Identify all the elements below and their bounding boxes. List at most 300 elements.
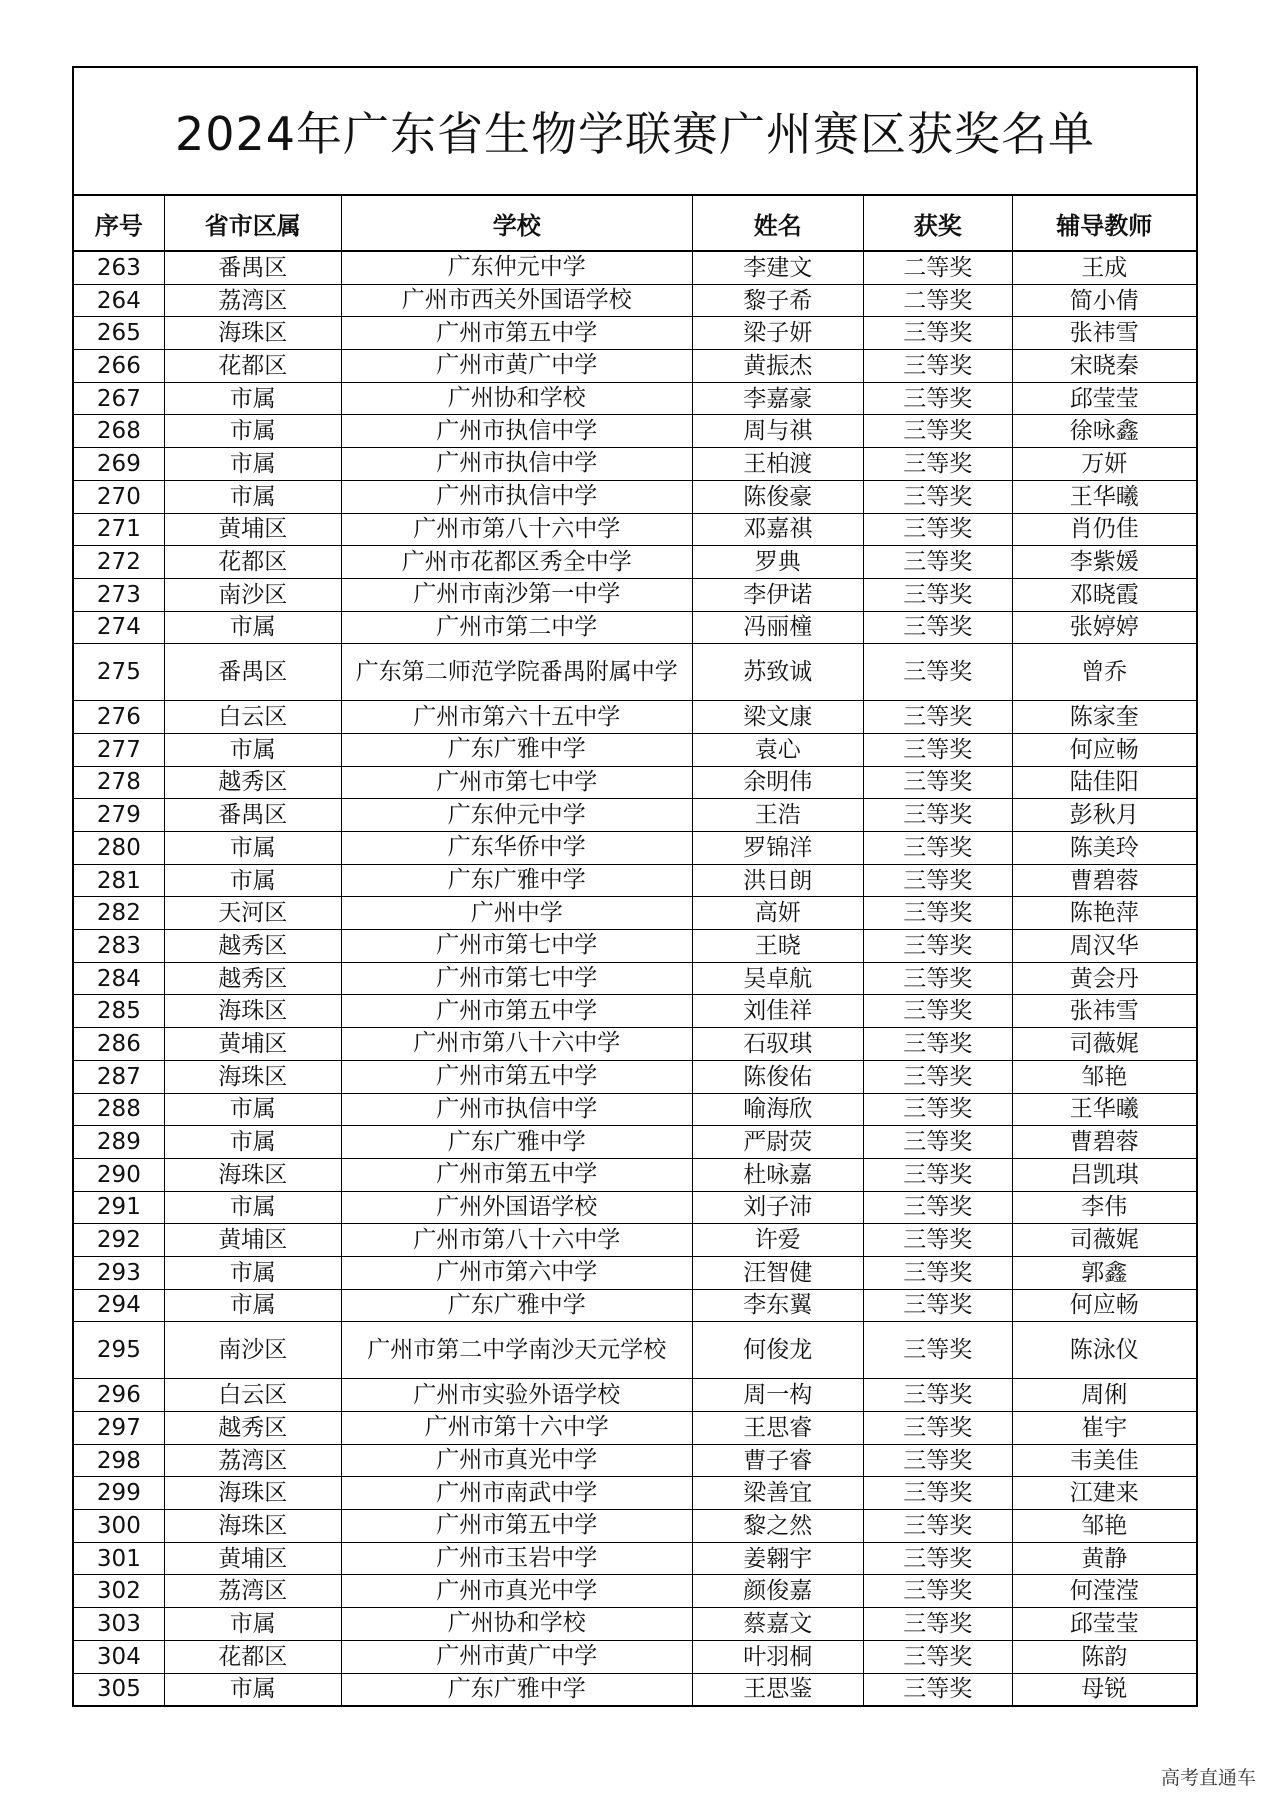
cell-name: 王柏渡 [692, 448, 863, 481]
cell-district: 番禺区 [164, 799, 341, 832]
cell-district: 市属 [164, 382, 341, 415]
table-body [74, 251, 1196, 1705]
cell-school: 广州市真光中学 [341, 1444, 692, 1477]
cell-district: 天河区 [164, 897, 341, 930]
cell-school: 广州市真光中学 [341, 1575, 692, 1608]
cell-name: 喻海欣 [692, 1093, 863, 1126]
cell-district: 南沙区 [164, 1322, 341, 1379]
cell-name: 蔡嘉文 [692, 1608, 863, 1641]
cell-name: 周与祺 [692, 415, 863, 448]
table-row [74, 1379, 1196, 1412]
cell-seq: 302 [74, 1575, 164, 1608]
table-row [74, 448, 1196, 481]
cell-name: 叶羽桐 [692, 1640, 863, 1673]
cell-school: 广东广雅中学 [341, 864, 692, 897]
cell-district: 市属 [164, 611, 341, 644]
table-row [74, 1412, 1196, 1445]
cell-school: 广州市南沙第一中学 [341, 578, 692, 611]
cell-seq: 303 [74, 1608, 164, 1641]
cell-seq: 290 [74, 1158, 164, 1191]
cell-seq: 305 [74, 1673, 164, 1705]
cell-name: 王晓 [692, 930, 863, 963]
cell-seq: 275 [74, 644, 164, 701]
cell-teacher: 陈韵 [1012, 1640, 1196, 1673]
cell-seq: 277 [74, 733, 164, 766]
cell-teacher: 何应畅 [1012, 1289, 1196, 1322]
cell-school: 广州市西关外国语学校 [341, 284, 692, 317]
cell-district: 黄埔区 [164, 1224, 341, 1257]
cell-award: 三等奖 [863, 1510, 1012, 1543]
cell-name: 罗典 [692, 546, 863, 579]
cell-seq: 294 [74, 1289, 164, 1322]
cell-district: 越秀区 [164, 930, 341, 963]
table-row [74, 480, 1196, 513]
cell-name: 王思鉴 [692, 1673, 863, 1705]
cell-seq: 283 [74, 930, 164, 963]
cell-district: 荔湾区 [164, 1444, 341, 1477]
cell-seq: 273 [74, 578, 164, 611]
cell-name: 冯丽橦 [692, 611, 863, 644]
cell-school: 广州市南武中学 [341, 1477, 692, 1510]
cell-name: 曹子睿 [692, 1444, 863, 1477]
table-row [74, 611, 1196, 644]
cell-district: 花都区 [164, 1640, 341, 1673]
cell-district: 市属 [164, 415, 341, 448]
cell-name: 严尉荧 [692, 1126, 863, 1159]
cell-award: 三等奖 [863, 1158, 1012, 1191]
cell-seq: 304 [74, 1640, 164, 1673]
cell-teacher: 万妍 [1012, 448, 1196, 481]
cell-seq: 271 [74, 513, 164, 546]
cell-district: 黄埔区 [164, 1028, 341, 1061]
cell-award: 三等奖 [863, 611, 1012, 644]
cell-seq: 274 [74, 611, 164, 644]
cell-award: 三等奖 [863, 1126, 1012, 1159]
cell-teacher: 曹碧蓉 [1012, 1126, 1196, 1159]
header-seq: 序号 [74, 196, 164, 251]
cell-seq: 263 [74, 251, 164, 284]
cell-school: 广州市第五中学 [341, 995, 692, 1028]
cell-teacher: 郭鑫 [1012, 1256, 1196, 1289]
cell-seq: 278 [74, 766, 164, 799]
cell-teacher: 李伟 [1012, 1191, 1196, 1224]
cell-award: 三等奖 [863, 350, 1012, 383]
header-award: 获奖 [863, 196, 1012, 251]
cell-district: 市属 [164, 480, 341, 513]
table-row [74, 701, 1196, 734]
table-row [74, 1126, 1196, 1159]
cell-name: 吴卓航 [692, 962, 863, 995]
header-school: 学校 [341, 196, 692, 251]
cell-teacher: 王华曦 [1012, 480, 1196, 513]
cell-award: 三等奖 [863, 832, 1012, 865]
table-row [74, 1158, 1196, 1191]
cell-award: 三等奖 [863, 1224, 1012, 1257]
cell-teacher: 崔宇 [1012, 1412, 1196, 1445]
cell-teacher: 江建来 [1012, 1477, 1196, 1510]
cell-name: 石驭琪 [692, 1028, 863, 1061]
cell-school: 广州市花都区秀全中学 [341, 546, 692, 579]
cell-name: 周一构 [692, 1379, 863, 1412]
cell-seq: 268 [74, 415, 164, 448]
cell-district: 白云区 [164, 701, 341, 734]
cell-seq: 285 [74, 995, 164, 1028]
cell-seq: 286 [74, 1028, 164, 1061]
cell-district: 市属 [164, 1289, 341, 1322]
cell-seq: 297 [74, 1412, 164, 1445]
cell-award: 三等奖 [863, 644, 1012, 701]
cell-district: 越秀区 [164, 766, 341, 799]
cell-district: 越秀区 [164, 962, 341, 995]
cell-award: 三等奖 [863, 897, 1012, 930]
header-teacher: 辅导教师 [1012, 196, 1196, 251]
cell-name: 刘子沛 [692, 1191, 863, 1224]
cell-name: 刘佳祥 [692, 995, 863, 1028]
cell-award: 三等奖 [863, 480, 1012, 513]
cell-teacher: 陈艳萍 [1012, 897, 1196, 930]
cell-teacher: 王成 [1012, 251, 1196, 284]
table-row [74, 1093, 1196, 1126]
cell-name: 许爱 [692, 1224, 863, 1257]
cell-seq: 266 [74, 350, 164, 383]
cell-school: 广州市第五中学 [341, 1158, 692, 1191]
table-row [74, 897, 1196, 930]
table-row [74, 1575, 1196, 1608]
cell-district: 南沙区 [164, 578, 341, 611]
table-row [74, 546, 1196, 579]
cell-award: 三等奖 [863, 1575, 1012, 1608]
cell-seq: 288 [74, 1093, 164, 1126]
cell-teacher: 周汉华 [1012, 930, 1196, 963]
cell-school: 广州市第七中学 [341, 962, 692, 995]
cell-seq: 282 [74, 897, 164, 930]
cell-school: 广州中学 [341, 897, 692, 930]
cell-name: 高妍 [692, 897, 863, 930]
table-row [74, 317, 1196, 350]
cell-name: 姜翱宇 [692, 1542, 863, 1575]
cell-seq: 276 [74, 701, 164, 734]
cell-district: 荔湾区 [164, 1575, 341, 1608]
table-row [74, 1510, 1196, 1543]
cell-school: 广东广雅中学 [341, 1126, 692, 1159]
cell-school: 广东广雅中学 [341, 733, 692, 766]
cell-district: 市属 [164, 1126, 341, 1159]
cell-award: 三等奖 [863, 1444, 1012, 1477]
cell-seq: 300 [74, 1510, 164, 1543]
table-row [74, 1191, 1196, 1224]
table-row [74, 832, 1196, 865]
cell-school: 广州市第五中学 [341, 1510, 692, 1543]
cell-school: 广州市第二中学 [341, 611, 692, 644]
cell-school: 广州市第五中学 [341, 317, 692, 350]
cell-district: 海珠区 [164, 1060, 341, 1093]
cell-name: 罗锦洋 [692, 832, 863, 865]
cell-teacher: 黄会丹 [1012, 962, 1196, 995]
table-row [74, 1542, 1196, 1575]
cell-name: 黄振杰 [692, 350, 863, 383]
cell-seq: 293 [74, 1256, 164, 1289]
table-row [74, 1477, 1196, 1510]
cell-district: 番禺区 [164, 644, 341, 701]
cell-name: 杜咏嘉 [692, 1158, 863, 1191]
cell-award: 三等奖 [863, 799, 1012, 832]
cell-teacher: 何滢滢 [1012, 1575, 1196, 1608]
cell-award: 三等奖 [863, 1060, 1012, 1093]
cell-teacher: 邱莹莹 [1012, 1608, 1196, 1641]
cell-teacher: 黄静 [1012, 1542, 1196, 1575]
cell-name: 黎之然 [692, 1510, 863, 1543]
cell-school: 广州市第六中学 [341, 1256, 692, 1289]
cell-teacher: 宋晓秦 [1012, 350, 1196, 383]
cell-district: 海珠区 [164, 1510, 341, 1543]
cell-school: 广州市执信中学 [341, 1093, 692, 1126]
cell-school: 广东广雅中学 [341, 1289, 692, 1322]
cell-name: 何俊龙 [692, 1322, 863, 1379]
table-row [74, 864, 1196, 897]
cell-district: 市属 [164, 1608, 341, 1641]
cell-school: 广州市第七中学 [341, 766, 692, 799]
cell-seq: 292 [74, 1224, 164, 1257]
cell-award: 三等奖 [863, 415, 1012, 448]
cell-school: 广州市第八十六中学 [341, 1224, 692, 1257]
table-row [74, 1608, 1196, 1641]
cell-seq: 296 [74, 1379, 164, 1412]
cell-award: 二等奖 [863, 284, 1012, 317]
cell-award: 三等奖 [863, 701, 1012, 734]
header-district: 省市区属 [164, 196, 341, 251]
table-row [74, 251, 1196, 284]
table-row [74, 415, 1196, 448]
cell-teacher: 邹艳 [1012, 1060, 1196, 1093]
table-row [74, 1322, 1196, 1379]
cell-award: 三等奖 [863, 1322, 1012, 1379]
cell-name: 李伊诺 [692, 578, 863, 611]
cell-seq: 267 [74, 382, 164, 415]
cell-name: 梁文康 [692, 701, 863, 734]
cell-district: 荔湾区 [164, 284, 341, 317]
cell-school: 广州市黄广中学 [341, 1640, 692, 1673]
cell-award: 三等奖 [863, 1542, 1012, 1575]
cell-teacher: 周俐 [1012, 1379, 1196, 1412]
table-row [74, 284, 1196, 317]
cell-award: 三等奖 [863, 513, 1012, 546]
cell-district: 市属 [164, 448, 341, 481]
cell-seq: 287 [74, 1060, 164, 1093]
table-row [74, 962, 1196, 995]
cell-district: 花都区 [164, 546, 341, 579]
award-table [74, 196, 1196, 1705]
cell-name: 梁善宜 [692, 1477, 863, 1510]
cell-district: 黄埔区 [164, 513, 341, 546]
cell-name: 陈俊豪 [692, 480, 863, 513]
cell-district: 海珠区 [164, 317, 341, 350]
cell-award: 三等奖 [863, 1289, 1012, 1322]
cell-school: 广州市第八十六中学 [341, 513, 692, 546]
cell-teacher: 邹艳 [1012, 1510, 1196, 1543]
table-row [74, 1289, 1196, 1322]
cell-school: 广州市第十六中学 [341, 1412, 692, 1445]
cell-seq: 289 [74, 1126, 164, 1159]
cell-district: 越秀区 [164, 1412, 341, 1445]
cell-seq: 270 [74, 480, 164, 513]
cell-teacher: 张祎雪 [1012, 317, 1196, 350]
cell-district: 市属 [164, 1256, 341, 1289]
cell-award: 三等奖 [863, 1093, 1012, 1126]
cell-teacher: 简小倩 [1012, 284, 1196, 317]
cell-school: 广州市第六十五中学 [341, 701, 692, 734]
cell-seq: 291 [74, 1191, 164, 1224]
cell-seq: 280 [74, 832, 164, 865]
cell-award: 三等奖 [863, 1640, 1012, 1673]
cell-district: 市属 [164, 1093, 341, 1126]
cell-name: 汪智健 [692, 1256, 863, 1289]
cell-school: 广州市执信中学 [341, 415, 692, 448]
cell-teacher: 吕凯琪 [1012, 1158, 1196, 1191]
cell-award: 三等奖 [863, 1379, 1012, 1412]
cell-seq: 264 [74, 284, 164, 317]
cell-district: 市属 [164, 1191, 341, 1224]
cell-seq: 299 [74, 1477, 164, 1510]
cell-seq: 269 [74, 448, 164, 481]
cell-seq: 272 [74, 546, 164, 579]
cell-award: 三等奖 [863, 1256, 1012, 1289]
cell-teacher: 司薇娓 [1012, 1224, 1196, 1257]
cell-district: 番禺区 [164, 251, 341, 284]
cell-school: 广东华侨中学 [341, 832, 692, 865]
cell-school: 广州市玉岩中学 [341, 1542, 692, 1575]
cell-seq: 281 [74, 864, 164, 897]
cell-school: 广州协和学校 [341, 1608, 692, 1641]
cell-district: 花都区 [164, 350, 341, 383]
cell-award: 三等奖 [863, 382, 1012, 415]
cell-teacher: 邓晓霞 [1012, 578, 1196, 611]
page-title: 2024年广东省生物学联赛广州赛区获奖名单 [174, 107, 1096, 161]
cell-award: 三等奖 [863, 1477, 1012, 1510]
title-box [74, 68, 1196, 196]
cell-teacher: 李紫媛 [1012, 546, 1196, 579]
cell-district: 白云区 [164, 1379, 341, 1412]
cell-teacher: 司薇娓 [1012, 1028, 1196, 1061]
cell-name: 梁子妍 [692, 317, 863, 350]
cell-award: 三等奖 [863, 1412, 1012, 1445]
cell-teacher: 韦美佳 [1012, 1444, 1196, 1477]
cell-name: 苏致诚 [692, 644, 863, 701]
cell-seq: 279 [74, 799, 164, 832]
cell-district: 海珠区 [164, 1158, 341, 1191]
cell-school: 广州市执信中学 [341, 448, 692, 481]
cell-teacher: 陆佳阳 [1012, 766, 1196, 799]
cell-district: 市属 [164, 832, 341, 865]
cell-teacher: 母锐 [1012, 1673, 1196, 1705]
cell-name: 李建文 [692, 251, 863, 284]
cell-award: 三等奖 [863, 733, 1012, 766]
cell-name: 王浩 [692, 799, 863, 832]
cell-name: 颜俊嘉 [692, 1575, 863, 1608]
table-row [74, 1444, 1196, 1477]
table-row [74, 1256, 1196, 1289]
cell-teacher: 彭秋月 [1012, 799, 1196, 832]
cell-teacher: 曾乔 [1012, 644, 1196, 701]
cell-award: 三等奖 [863, 1673, 1012, 1705]
cell-award: 三等奖 [863, 995, 1012, 1028]
table-row [74, 578, 1196, 611]
cell-seq: 298 [74, 1444, 164, 1477]
cell-district: 市属 [164, 1673, 341, 1705]
cell-name: 袁心 [692, 733, 863, 766]
cell-school: 广州市黄广中学 [341, 350, 692, 383]
cell-teacher: 何应畅 [1012, 733, 1196, 766]
cell-teacher: 王华曦 [1012, 1093, 1196, 1126]
cell-award: 二等奖 [863, 251, 1012, 284]
watermark-text: 高考直通车 [1160, 1767, 1256, 1789]
cell-school: 广东仲元中学 [341, 799, 692, 832]
table-row [74, 930, 1196, 963]
cell-name: 王思睿 [692, 1412, 863, 1445]
cell-award: 三等奖 [863, 1028, 1012, 1061]
cell-school: 广东仲元中学 [341, 251, 692, 284]
cell-district: 海珠区 [164, 995, 341, 1028]
table-row [74, 766, 1196, 799]
cell-teacher: 肖仍佳 [1012, 513, 1196, 546]
cell-award: 三等奖 [863, 546, 1012, 579]
cell-district: 市属 [164, 864, 341, 897]
cell-seq: 284 [74, 962, 164, 995]
table-row [74, 382, 1196, 415]
cell-award: 三等奖 [863, 962, 1012, 995]
table-row [74, 1640, 1196, 1673]
cell-seq: 295 [74, 1322, 164, 1379]
cell-teacher: 徐咏鑫 [1012, 415, 1196, 448]
cell-seq: 265 [74, 317, 164, 350]
cell-award: 三等奖 [863, 864, 1012, 897]
cell-name: 陈俊佑 [692, 1060, 863, 1093]
cell-teacher: 陈家奎 [1012, 701, 1196, 734]
cell-award: 三等奖 [863, 578, 1012, 611]
header-row [74, 196, 1196, 251]
table-row [74, 1224, 1196, 1257]
cell-name: 邓嘉祺 [692, 513, 863, 546]
cell-seq: 301 [74, 1542, 164, 1575]
cell-school: 广州市第七中学 [341, 930, 692, 963]
cell-award: 三等奖 [863, 1608, 1012, 1641]
table-row [74, 1673, 1196, 1705]
cell-district: 海珠区 [164, 1477, 341, 1510]
cell-award: 三等奖 [863, 317, 1012, 350]
cell-teacher: 曹碧蓉 [1012, 864, 1196, 897]
cell-teacher: 邱莹莹 [1012, 382, 1196, 415]
cell-school: 广州协和学校 [341, 382, 692, 415]
table-row [74, 1028, 1196, 1061]
cell-name: 黎子希 [692, 284, 863, 317]
cell-district: 市属 [164, 733, 341, 766]
cell-school: 广州外国语学校 [341, 1191, 692, 1224]
cell-teacher: 张婷婷 [1012, 611, 1196, 644]
cell-award: 三等奖 [863, 930, 1012, 963]
cell-name: 李嘉豪 [692, 382, 863, 415]
cell-name: 余明伟 [692, 766, 863, 799]
cell-school: 广州市第二中学南沙天元学校 [341, 1322, 692, 1379]
cell-teacher: 张祎雪 [1012, 995, 1196, 1028]
cell-school: 广州市第五中学 [341, 1060, 692, 1093]
cell-name: 洪日朗 [692, 864, 863, 897]
table-row [74, 733, 1196, 766]
cell-name: 李东翼 [692, 1289, 863, 1322]
cell-award: 三等奖 [863, 1191, 1012, 1224]
cell-district: 黄埔区 [164, 1542, 341, 1575]
cell-teacher: 陈美玲 [1012, 832, 1196, 865]
cell-teacher: 陈泳仪 [1012, 1322, 1196, 1379]
table-row [74, 644, 1196, 701]
